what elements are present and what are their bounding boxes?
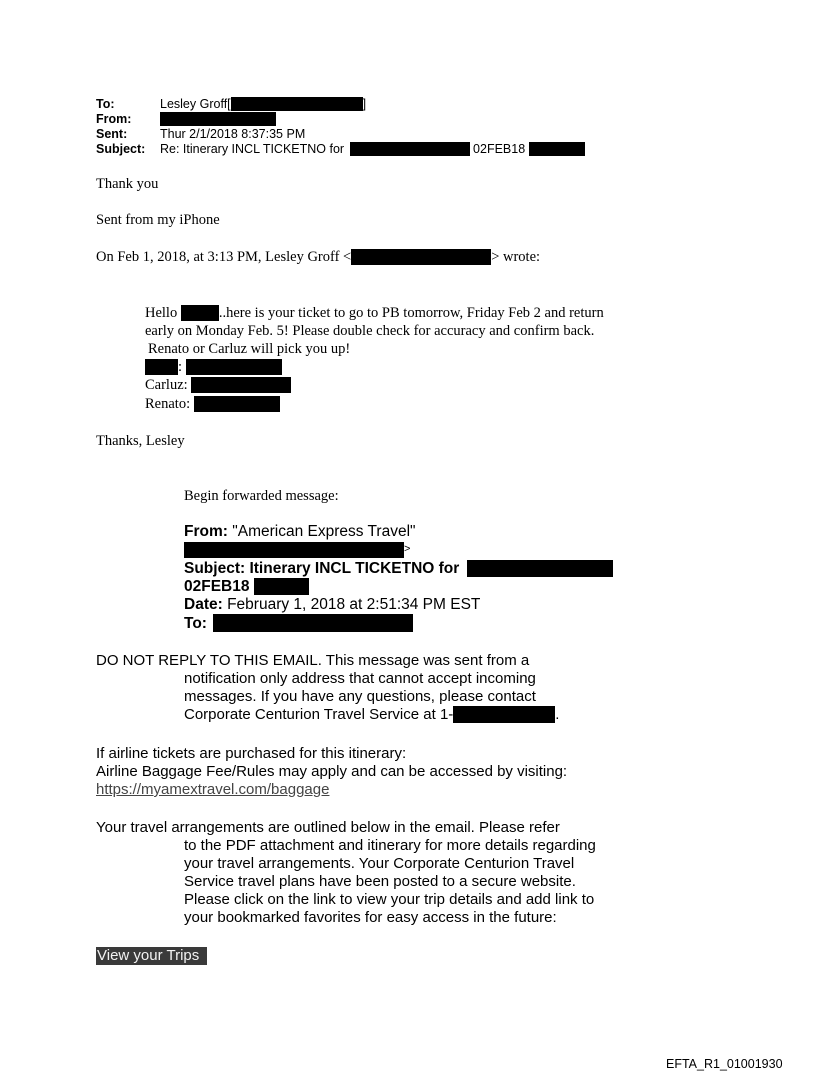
quoted-line-1 <box>145 304 604 322</box>
subject-prefix: Re: Itinerary INCL TICKETNO for <box>160 142 345 156</box>
subject-value <box>160 142 585 157</box>
redaction-block <box>184 542 404 558</box>
baggage-line-2: Airline Baggage Fee/Rules may apply and can be accessed by visiting: <box>96 763 568 780</box>
on-wrote-suffix: > wrote: <box>491 249 541 265</box>
arrangements-line-4: Service travel plans have been posted to a secure website. <box>184 873 576 890</box>
redaction-block <box>213 614 413 632</box>
from-label: From: <box>96 112 132 126</box>
redaction-block <box>529 142 585 156</box>
notice-line-4-text: Corporate Centurion Travel Service at 1- <box>184 706 454 723</box>
thanks-lesley: Thanks, Lesley <box>96 433 185 449</box>
fwd-to-label: To: <box>184 615 207 632</box>
redaction-block <box>181 305 219 321</box>
arrangements-line-2: to the PDF attachment and itinerary for more details regarding <box>184 837 596 854</box>
fwd-from-angle: > <box>404 543 411 555</box>
sent-from-text: Sent from my iPhone <box>96 212 220 228</box>
quoted-line-1-rest: ..here is your ticket to go to PB tomorrow, Friday Feb 2 and return <box>218 305 604 321</box>
arrangements-line-6: your bookmarked favorites for easy access in the future: <box>184 909 557 926</box>
to-value <box>160 97 366 112</box>
on-wrote-prefix: On Feb 1, 2018, at 3:13 PM, Lesley Groff < <box>96 249 352 265</box>
carluz-label: Carluz: <box>145 377 188 393</box>
redaction-block <box>231 97 363 111</box>
fwd-date-line <box>184 596 480 614</box>
subject-date: 02FEB18 <box>473 142 526 156</box>
notice-line-4-end: . <box>555 706 560 723</box>
document-id: EFTA_R1_01001930 <box>666 1057 783 1071</box>
to-label: To: <box>96 97 115 111</box>
arrangements-line-5: Please click on the link to view your trip details and add link to <box>184 891 595 908</box>
redaction-block <box>194 396 280 412</box>
begin-forwarded: Begin forwarded message: <box>184 488 339 504</box>
redaction-block <box>160 112 276 126</box>
view-trips-button[interactable]: View your Trips <box>96 947 207 965</box>
baggage-line-1: If airline tickets are purchased for this itinerary: <box>96 745 407 762</box>
redaction-block <box>254 578 309 595</box>
sent-value: Thur 2/1/2018 8:37:35 PM <box>160 127 306 141</box>
fwd-subject-line <box>184 560 613 578</box>
redaction-block <box>350 142 470 156</box>
renato-label: Renato: <box>145 396 191 412</box>
carluz-line <box>145 376 291 394</box>
baggage-link[interactable]: https://myamextravel.com/baggage <box>96 781 330 798</box>
redaction-block <box>191 377 291 393</box>
sent-label: Sent: <box>96 127 128 141</box>
to-name: Lesley Groff[ <box>160 97 231 111</box>
redaction-block <box>467 560 613 577</box>
from-value <box>160 112 276 127</box>
redaction-block <box>186 359 282 375</box>
arrangements-line-3: your travel arrangements. Your Corporate Centurion Travel <box>184 855 575 872</box>
fwd-from-label: From: <box>184 523 228 540</box>
quoted-line-3: Renato or Carluz will pick you up! <box>148 341 351 357</box>
quoted-contact-line <box>145 358 282 376</box>
on-wrote-line <box>96 248 540 266</box>
renato-line <box>145 395 280 413</box>
colon-text: : <box>178 359 183 375</box>
to-bracket: ] <box>362 97 367 111</box>
fwd-to-line <box>184 614 413 633</box>
fwd-subject-date: 02FEB18 <box>184 578 250 595</box>
fwd-date-label: Date: <box>184 596 223 613</box>
fwd-subject-date-line <box>184 578 309 596</box>
quoted-line-2: early on Monday Feb. 5! Please double check for accuracy and confirm back. <box>145 323 595 339</box>
redaction-block <box>351 249 491 265</box>
thank-you-text: Thank you <box>96 176 159 192</box>
redaction-block <box>145 359 178 375</box>
notice-line-1: DO NOT REPLY TO THIS EMAIL. This message was sent from a <box>96 652 530 669</box>
fwd-subject-label: Subject: Itinerary INCL TICKETNO for <box>184 560 460 577</box>
fwd-date-value: February 1, 2018 at 2:51:34 PM EST <box>227 596 481 613</box>
fwd-from-line <box>184 523 416 541</box>
arrangements-line-1: Your travel arrangements are outlined below in the email. Please refer <box>96 819 560 836</box>
hello-text: Hello <box>145 305 178 321</box>
notice-line-4 <box>184 706 559 723</box>
notice-line-3: messages. If you have any questions, please contact <box>184 688 536 705</box>
subject-label: Subject: <box>96 142 146 156</box>
notice-line-2: notification only address that cannot accept incoming <box>184 670 536 687</box>
fwd-from-value: "American Express Travel" <box>232 523 416 540</box>
redaction-block <box>453 706 555 723</box>
